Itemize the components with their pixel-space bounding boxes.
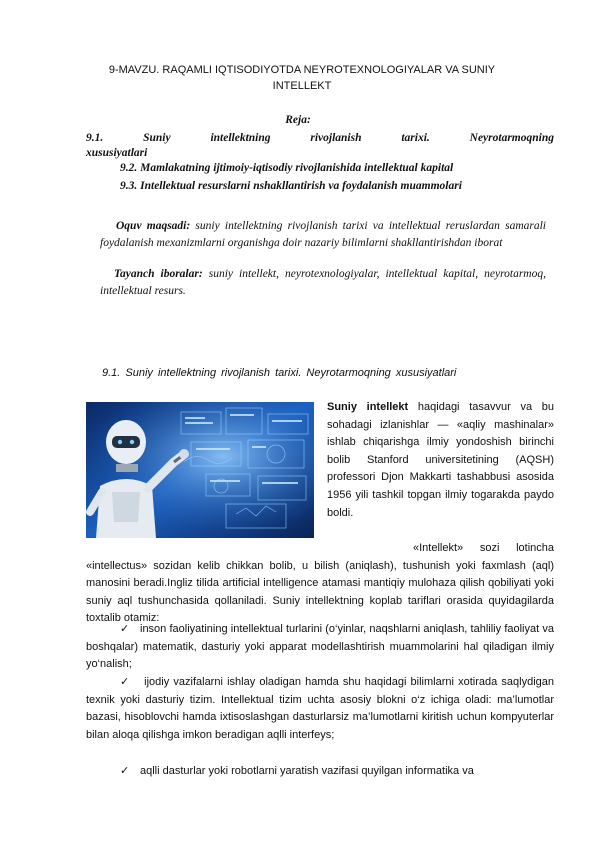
list-item	[86, 673, 554, 744]
section-heading: 9.1. Suniy intellektning rivojlanish tarixi. Neyrotarmoqning xususiyatlari	[102, 367, 457, 379]
list-item-text: inson faoliyatining intellektual turlarini (o‘yinlar, naqshlarni aniqlash, tahliliy faoliyat va boshqalar) matematik, dasturiy yoki apparat modellashtirish muammolarini hal qiladigan ilmiy yo‘nalish;	[86, 623, 554, 671]
plan-item-1-cont: xususiyatlari	[86, 147, 148, 159]
term-suniy-intellekt: Suniy intellekt	[327, 401, 409, 413]
title-line-2: INTELLEKT	[272, 80, 332, 92]
intro-paragraph	[327, 399, 554, 522]
plan-item-3: 9.3. Intellektual resurslarni nshakllantirish va foydalanish muammolari	[120, 180, 462, 192]
robot-touching-screen-image	[86, 402, 314, 538]
keywords-text: suniy intellekt, neyrotexnologiyalar, intellektual kapital, neyrotarmoq, intellektual resurs.	[100, 268, 546, 297]
list-item	[86, 762, 554, 781]
list-item-text: ijodiy vazifalarni ishlay oladigan hamda shu haqidagi bilimlarni xotirada saqlydigan texnik yoki dasturiy tizim. Intellektual tizim uchta asosiy blokni o‘z ichiga oladi: ma’lumotlar bazasi, hisoblovchi hamda ixtisoslashgan dasturlarsiz ma’lumotlarni kiritish uchun kompyuterlar bilan aloqa qilishga imkon beradigan aqlli interfeys;	[86, 676, 554, 741]
keywords	[100, 266, 546, 300]
learning-goal	[100, 218, 546, 252]
goal-label: Oquv maqsadi:	[116, 220, 191, 232]
plan-item-1: 9.1. Suniy intellektning rivojlanish tarixi. Neyrotarmoqning	[86, 132, 554, 144]
plan-item-2: 9.2. Mamlakatning ijtimoiy-iqtisodiy rivojlanishida intellektual kapital	[120, 162, 454, 174]
intro-text: haqidagi tasavvur va bu sohadagi izlanishlar — «aqliy mashinalar» ishlab chiqarishga ilmiy yondoshish birinchi bolib Stanford universitetining (AQSH) professori Djon Makkarti tashabbusi asosida 1956 yili tashkil topgan ilmiy togarakda paydo boldi.	[327, 401, 554, 519]
list-item-text: aqlli dasturlar yoki robotlarni yaratish vazifasi quyilgan informatika va	[140, 765, 474, 777]
list-item	[86, 620, 554, 674]
checkmark-icon: ✓	[120, 622, 130, 635]
document-title	[92, 62, 512, 94]
keywords-label: Tayanch iboralar:	[114, 268, 203, 280]
title-line-1: 9-MAVZU. RAQAMLI IQTISODIYOTDA NEYROTEXNOLOGIYALAR VA SUNIY	[108, 64, 496, 76]
goal-text: suniy intellektning rivojlanish tarixi va intellektual reruslardan samarali foydalanish mexanizmlarni organishga doir nazariy bilimlarni shakllantirishdan iborat	[100, 220, 547, 249]
checkmark-icon: ✓	[120, 764, 130, 777]
checkmark-icon: ✓	[120, 675, 130, 688]
plan-heading: Reja:	[285, 114, 311, 126]
intellekt-definition-paragraph: «Intellekt» sozi lotincha «intellectus» sozidan kelib chikkan bolib, u bilish (aniqlash), tushunish yoki faxmlash (aql) manosini beradi.Ingliz tilida artificial intelligence atamasi mantiqiy mulohaza qilish qobiliyati yoki suniy aql tushunchasida qollaniladi. Suniy intellektning koplab tariflari orasida quyidagilarda toxtalib otamiz:	[86, 542, 554, 625]
